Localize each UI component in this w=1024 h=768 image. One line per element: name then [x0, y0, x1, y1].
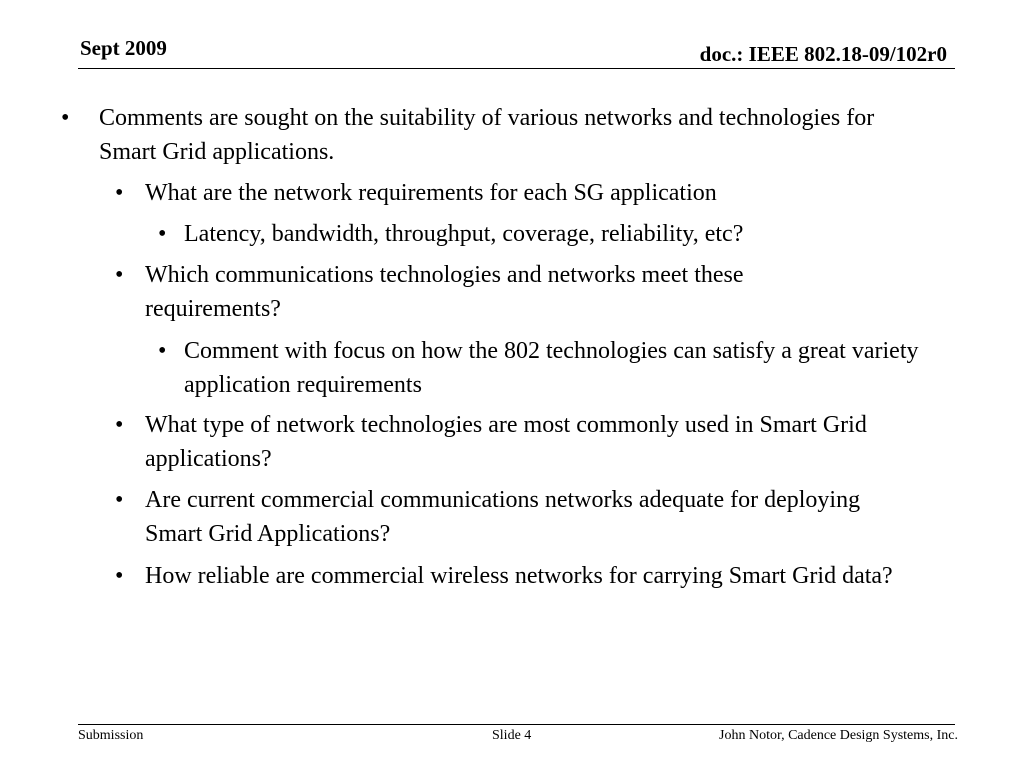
header-divider	[78, 68, 955, 69]
bullet-text: What are the network requirements for each SG application	[145, 180, 717, 206]
bullet-item	[115, 258, 855, 326]
bullet-marker: •	[115, 262, 124, 288]
bullet-marker: •	[115, 180, 124, 206]
bullet-marker: •	[61, 105, 70, 131]
footer-divider	[78, 724, 955, 725]
bullet-text: Comments are sought on the suitability of various networks and technologies for Smart Grid applications.	[99, 105, 875, 165]
footer-slide-number: Slide 4	[492, 728, 532, 743]
bullet-text: How reliable are commercial wireless networks for carrying Smart Grid data?	[145, 563, 893, 589]
bullet-marker: •	[158, 338, 167, 364]
bullet-item	[158, 334, 988, 402]
bullet-text: Are current commercial communications networks adequate for deploying Smart Grid Applications?	[145, 487, 861, 547]
footer-author: John Notor, Cadence Design Systems, Inc.	[719, 728, 958, 743]
bullet-item	[115, 176, 975, 210]
bullet-text: What type of network technologies are most commonly used in Smart Grid applications?	[145, 412, 867, 472]
bullet-item	[158, 217, 988, 251]
header-date: Sept 2009	[80, 36, 167, 60]
bullet-text: Comment with focus on how the 802 technologies can satisfy a great variety application requirements	[184, 338, 919, 398]
bullet-text: Latency, bandwidth, throughput, coverage, reliability, etc?	[184, 221, 744, 247]
footer-submission: Submission	[78, 728, 144, 743]
bullet-marker: •	[115, 487, 124, 513]
bullet-item	[115, 483, 895, 551]
bullet-item	[61, 101, 891, 169]
bullet-marker: •	[158, 221, 167, 247]
bullet-item	[115, 559, 975, 593]
bullet-marker: •	[115, 563, 124, 589]
bullet-item	[115, 408, 975, 476]
bullet-marker: •	[115, 412, 124, 438]
header-doc-id: doc.: IEEE 802.18-09/102r0	[699, 42, 947, 66]
bullet-text: Which communications technologies and networks meet these requirements?	[145, 262, 744, 322]
